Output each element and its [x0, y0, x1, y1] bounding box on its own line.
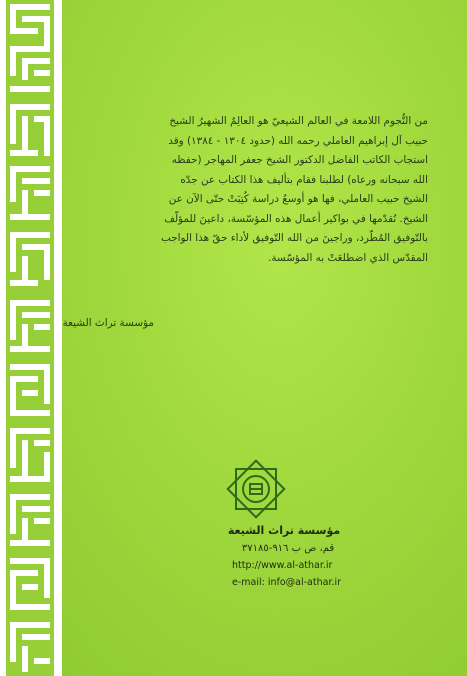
body-line: من النُّجوم اللامعة في العالم الشيعيّ هو العالِمُ الشهيرُ الشيخ — [169, 115, 428, 127]
body-line: بالتّوفيق المُطّرد، وراجينَ من الله التّوفيق لأداء حقّ هذا الواجب — [161, 232, 428, 244]
description-text — [98, 112, 428, 268]
body-line: الشيخ حبيب العاملي، فها هو أوسعُ دراسة كُتِبَتْ حتّى الآن عن — [168, 193, 428, 205]
body-line: حبيب آل إبراهيم العاملي رحمه الله (حدود ١٣٠٤ - ١٣٨٤) وقد — [168, 134, 428, 147]
publisher-url[interactable]: http://www.al-athar.ir — [232, 560, 333, 571]
body-line: استجاب الكاتب الفاضل الدكتور الشيخ جعفر المهاجر (حفظه — [171, 154, 428, 166]
signature: مؤسسة تراث الشيعة — [62, 317, 154, 329]
body-line: الله سبحانه ورعاه) لطلبنا فقام بتأليف هذا الكتاب عن جدّه — [180, 173, 428, 186]
publisher-info — [150, 524, 360, 588]
publisher-email[interactable]: e-mail: info@al-athar.ir — [232, 577, 342, 588]
body-line: المقدّس الذي اضطلعَتْ به المؤسّسة. — [268, 251, 428, 264]
kufic-border-pattern — [0, 0, 62, 676]
publisher-po-box: قم، ص ب ٩١٦-٣٧١٨٥ — [241, 543, 335, 554]
publisher-name: مؤسسة تراث الشيعة — [227, 524, 341, 537]
body-line: الشيخ. نُقدّمها في بواكير أعمال هذه المؤسّسة، داعينَ للمؤلّف — [164, 212, 428, 225]
publisher-logo-emblem — [222, 455, 290, 523]
